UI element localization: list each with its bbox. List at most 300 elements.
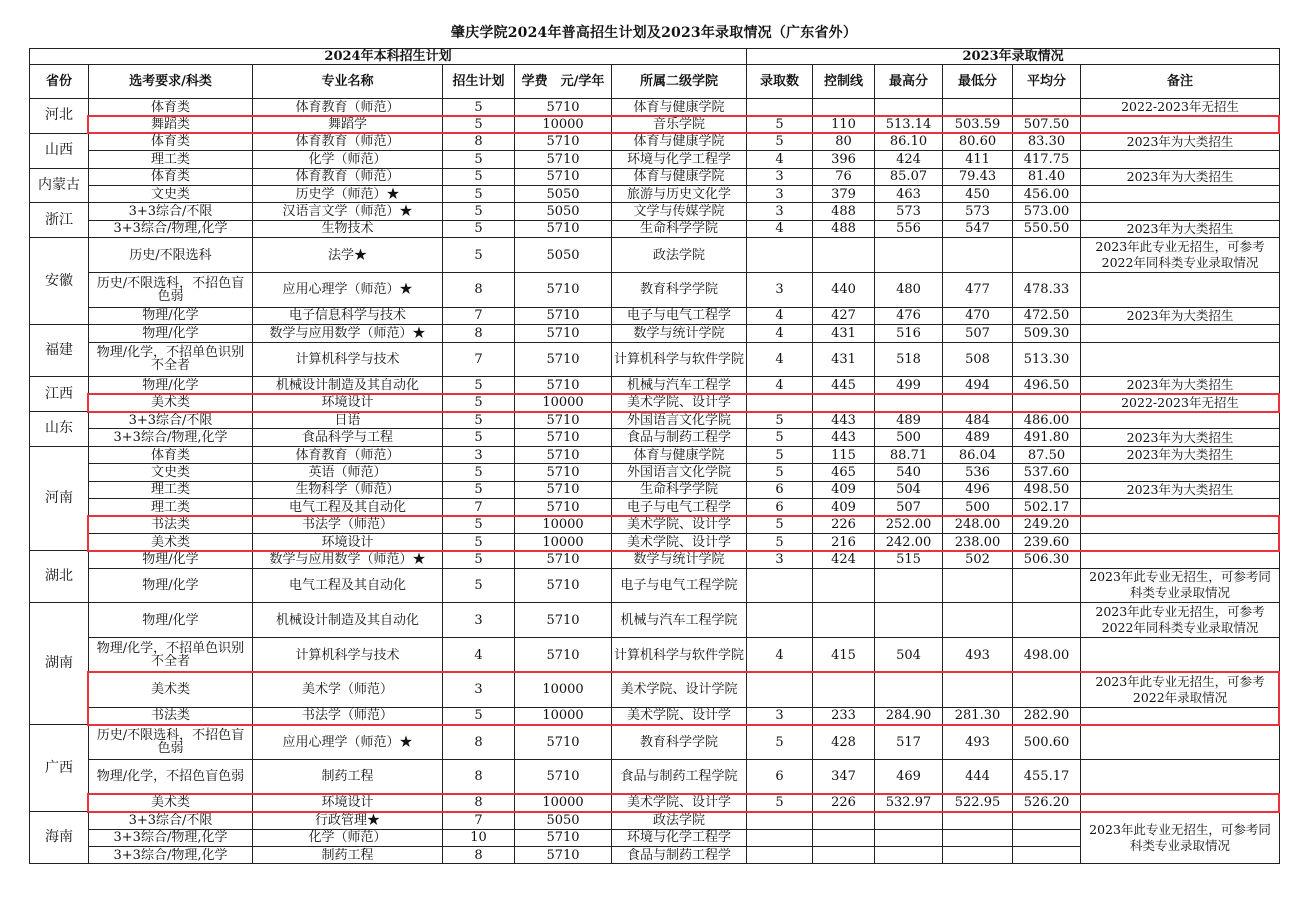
cell-avg-score [1013,99,1081,116]
cell-plan: 5 [443,185,515,202]
cell-plan: 5 [443,168,515,185]
table-row [30,499,1280,516]
cell-control-line: 115 [813,446,875,463]
cell-min-score: 507 [943,325,1013,342]
cell-max-score: 515 [875,551,943,568]
cell-avg-score [1013,603,1081,638]
cell-note [1081,325,1280,342]
cell-subject: 物理/化学 [89,551,253,568]
cell-province: 山东 [30,412,89,447]
table-row [30,759,1280,794]
cell-plan: 5 [443,99,515,116]
cell-min-score: 238.00 [943,533,1013,550]
cell-note [1081,499,1280,516]
cell-admitted: 6 [747,499,813,516]
cell-min-score: 484 [943,412,1013,429]
cell-fee: 5710 [515,464,612,481]
cell-min-score: 508 [943,342,1013,377]
cell-college: 电子与电气工程学 [612,499,747,516]
cell-max-score: 507 [875,499,943,516]
cell-plan: 5 [443,394,515,411]
cell-avg-score: 573.00 [1013,203,1081,220]
cell-max-score: 499 [875,377,943,394]
cell-max-score: 85.07 [875,168,943,185]
cell-college: 美术学院、设计学 [612,794,747,811]
cell-min-score: 494 [943,377,1013,394]
cell-min-score: 248.00 [943,516,1013,533]
cell-major: 生物技术 [253,220,443,237]
col-header-plan: 招生计划 [443,65,515,99]
cell-control-line: 428 [813,725,875,760]
cell-admitted [747,603,813,638]
cell-fee: 5710 [515,272,612,307]
table-row [30,516,1280,533]
cell-province: 海南 [30,812,89,864]
cell-note [1081,707,1280,724]
col-header-min-score: 最低分 [943,65,1013,99]
cell-max-score: 518 [875,342,943,377]
table-row [30,307,1280,324]
cell-avg-score: 509.30 [1013,325,1081,342]
cell-control-line: 431 [813,325,875,342]
cell-subject: 3+3综合/物理,化学 [89,829,253,846]
cell-max-score [875,812,943,829]
cell-control-line [813,394,875,411]
cell-major: 食品科学与工程 [253,429,443,446]
cell-min-score: 573 [943,203,1013,220]
cell-admitted: 4 [747,342,813,377]
cell-major: 书法学（师范） [253,516,443,533]
col-header-fee: 学费 元/学年 [515,65,612,99]
cell-note: 2023年此专业无招生，可参考2022年同科类专业录取情况 [1081,238,1280,273]
cell-subject: 美术类 [89,794,253,811]
cell-major: 舞蹈学 [253,116,443,133]
cell-avg-score: 550.50 [1013,220,1081,237]
cell-major: 数学与应用数学（师范）★ [253,551,443,568]
cell-min-score [943,603,1013,638]
cell-fee: 10000 [515,707,612,724]
cell-note [1081,794,1280,811]
cell-fee: 5710 [515,603,612,638]
cell-fee: 5710 [515,499,612,516]
cell-province: 浙江 [30,203,89,238]
cell-fee: 5710 [515,429,612,446]
cell-plan: 5 [443,481,515,498]
cell-major: 计算机科学与技术 [253,638,443,673]
cell-min-score [943,812,1013,829]
cell-college: 生命科学学院 [612,481,747,498]
cell-min-score: 496 [943,481,1013,498]
cell-avg-score: 472.50 [1013,307,1081,324]
table-row [30,272,1280,307]
cell-college: 美术学院、设计学 [612,707,747,724]
cell-control-line [813,672,875,707]
cell-max-score: 513.14 [875,116,943,133]
table-row [30,99,1280,116]
cell-min-score [943,672,1013,707]
table-row [30,394,1280,411]
cell-max-score: 504 [875,638,943,673]
cell-note [1081,464,1280,481]
cell-subject: 舞蹈类 [89,116,253,133]
cell-province: 湖北 [30,551,89,603]
cell-plan: 8 [443,794,515,811]
cell-control-line: 415 [813,638,875,673]
cell-note [1081,151,1280,168]
cell-fee: 10000 [515,394,612,411]
table-row [30,429,1280,446]
table-body [30,99,1280,864]
cell-plan: 5 [443,533,515,550]
cell-avg-score [1013,812,1081,829]
cell-major: 历史学（师范）★ [253,185,443,202]
cell-subject: 物理/化学 [89,377,253,394]
cell-college: 食品与制药工程学 [612,429,747,446]
table-row [30,203,1280,220]
cell-fee: 5710 [515,829,612,846]
cell-major: 体育教育（师范） [253,168,443,185]
table-row [30,725,1280,760]
cell-admitted: 3 [747,203,813,220]
cell-avg-score: 500.60 [1013,725,1081,760]
cell-plan: 4 [443,638,515,673]
cell-plan: 5 [443,429,515,446]
cell-max-score: 252.00 [875,516,943,533]
cell-control-line: 409 [813,481,875,498]
cell-control-line [813,812,875,829]
cell-admitted: 3 [747,185,813,202]
cell-college: 外国语言文化学院 [612,464,747,481]
cell-plan: 5 [443,551,515,568]
table-row [30,412,1280,429]
cell-subject: 理工类 [89,481,253,498]
cell-college: 音乐学院 [612,116,747,133]
cell-fee: 5710 [515,307,612,324]
col-header-major: 专业名称 [253,65,443,99]
col-header-subject: 选考要求/科类 [89,65,253,99]
cell-major: 电气工程及其自动化 [253,568,443,603]
cell-admitted: 6 [747,759,813,794]
cell-fee: 10000 [515,533,612,550]
table-row [30,533,1280,550]
cell-min-score [943,846,1013,863]
cell-avg-score [1013,568,1081,603]
cell-subject: 体育类 [89,99,253,116]
cell-max-score: 88.71 [875,446,943,463]
cell-admitted: 4 [747,220,813,237]
cell-avg-score [1013,672,1081,707]
cell-min-score: 522.95 [943,794,1013,811]
cell-college: 数学与统计学院 [612,325,747,342]
cell-avg-score: 486.00 [1013,412,1081,429]
table-row [30,342,1280,377]
cell-control-line: 233 [813,707,875,724]
cell-major: 化学（师范） [253,151,443,168]
cell-min-score: 493 [943,725,1013,760]
cell-college: 外国语言文化学院 [612,412,747,429]
cell-college: 体育与健康学院 [612,99,747,116]
cell-control-line: 445 [813,377,875,394]
cell-fee: 5710 [515,99,612,116]
cell-avg-score: 456.00 [1013,185,1081,202]
cell-note [1081,203,1280,220]
col-header-avg-score: 平均分 [1013,65,1081,99]
cell-min-score: 493 [943,638,1013,673]
cell-plan: 5 [443,516,515,533]
cell-plan: 5 [443,464,515,481]
cell-fee: 5050 [515,185,612,202]
cell-min-score [943,829,1013,846]
cell-major: 电子信息科学与技术 [253,307,443,324]
cell-subject: 物理/化学 [89,307,253,324]
cell-min-score: 411 [943,151,1013,168]
cell-control-line: 488 [813,220,875,237]
cell-note [1081,116,1280,133]
cell-subject: 物理/化学，不招单色识别不全者 [89,342,253,377]
cell-college: 数学与统计学院 [612,551,747,568]
cell-note: 2023年此专业无招生，可参考2022年同科类专业录取情况 [1081,603,1280,638]
cell-major: 生物科学（师范） [253,481,443,498]
table-row [30,168,1280,185]
cell-plan: 10 [443,829,515,846]
cell-plan: 8 [443,846,515,863]
cell-major: 化学（师范） [253,829,443,846]
cell-note [1081,533,1280,550]
cell-college: 生命科学学院 [612,220,747,237]
table-row [30,551,1280,568]
cell-avg-score: 537.60 [1013,464,1081,481]
cell-subject: 3+3综合/不限 [89,203,253,220]
cell-min-score: 477 [943,272,1013,307]
cell-avg-score [1013,394,1081,411]
cell-min-score: 500 [943,499,1013,516]
cell-college: 食品与制药工程学 [612,846,747,863]
cell-min-score: 86.04 [943,446,1013,463]
table-row [30,116,1280,133]
cell-min-score [943,394,1013,411]
cell-avg-score: 502.17 [1013,499,1081,516]
cell-major: 机械设计制造及其自动化 [253,377,443,394]
cell-province: 湖南 [30,603,89,725]
cell-subject: 体育类 [89,168,253,185]
cell-fee: 10000 [515,516,612,533]
cell-major: 体育教育（师范） [253,99,443,116]
cell-fee: 10000 [515,116,612,133]
cell-major: 制药工程 [253,846,443,863]
cell-control-line: 443 [813,412,875,429]
cell-min-score: 536 [943,464,1013,481]
cell-max-score [875,99,943,116]
cell-fee: 5710 [515,446,612,463]
cell-note: 2023年为大类招生 [1081,133,1280,150]
cell-control-line: 226 [813,794,875,811]
cell-max-score: 573 [875,203,943,220]
cell-college: 环境与化学工程学 [612,151,747,168]
cell-province: 广西 [30,725,89,812]
cell-control-line: 76 [813,168,875,185]
cell-fee: 5710 [515,481,612,498]
cell-note: 2023年为大类招生 [1081,429,1280,446]
cell-major: 环境设计 [253,394,443,411]
cell-admitted [747,672,813,707]
cell-max-score: 242.00 [875,533,943,550]
cell-fee: 5710 [515,412,612,429]
cell-fee: 5710 [515,133,612,150]
cell-control-line [813,846,875,863]
cell-subject: 物理/化学 [89,568,253,603]
cell-admitted: 4 [747,325,813,342]
cell-plan: 7 [443,307,515,324]
cell-max-score [875,829,943,846]
cell-avg-score: 417.75 [1013,151,1081,168]
table-row [30,481,1280,498]
cell-note: 2023年为大类招生 [1081,446,1280,463]
section-2024-header: 2024年本科招生计划 [30,49,747,65]
cell-plan: 5 [443,377,515,394]
cell-avg-score: 87.50 [1013,446,1081,463]
table-row [30,185,1280,202]
cell-control-line: 379 [813,185,875,202]
cell-major: 体育教育（师范） [253,446,443,463]
cell-note: 2022-2023年无招生 [1081,394,1280,411]
cell-subject: 3+3综合/不限 [89,812,253,829]
cell-subject: 物理/化学，不招单色识别不全者 [89,638,253,673]
cell-control-line: 226 [813,516,875,533]
cell-college: 计算机科学与软件学院 [612,638,747,673]
cell-plan: 7 [443,342,515,377]
cell-major: 应用心理学（师范）★ [253,725,443,760]
cell-max-score: 504 [875,481,943,498]
table-row [30,238,1280,273]
cell-subject: 美术类 [89,394,253,411]
cell-subject: 物理/化学 [89,603,253,638]
cell-admitted [747,846,813,863]
cell-admitted: 4 [747,638,813,673]
cell-avg-score: 498.00 [1013,638,1081,673]
cell-fee: 5710 [515,342,612,377]
table-row [30,638,1280,673]
table-row [30,603,1280,638]
cell-fee: 10000 [515,794,612,811]
cell-max-score [875,394,943,411]
cell-college: 教育科学学院 [612,725,747,760]
cell-control-line: 80 [813,133,875,150]
cell-subject: 物理/化学，不招色盲色弱 [89,759,253,794]
cell-plan: 8 [443,133,515,150]
cell-subject: 文史类 [89,185,253,202]
cell-major: 计算机科学与技术 [253,342,443,377]
cell-subject: 历史/不限选科，不招色盲色弱 [89,725,253,760]
cell-max-score: 86.10 [875,133,943,150]
cell-note [1081,185,1280,202]
cell-college: 电子与电气工程学 [612,307,747,324]
cell-college: 体育与健康学院 [612,168,747,185]
cell-max-score [875,603,943,638]
cell-major: 日语 [253,412,443,429]
cell-note: 2023年为大类招生 [1081,481,1280,498]
cell-control-line: 216 [813,533,875,550]
col-header-control-line: 控制线 [813,65,875,99]
admissions-table-wrapper [29,48,1279,864]
cell-admitted [747,568,813,603]
cell-province: 河北 [30,99,89,134]
cell-note: 2023年为大类招生 [1081,307,1280,324]
cell-college: 环境与化学工程学 [612,829,747,846]
cell-subject: 体育类 [89,133,253,150]
cell-max-score: 463 [875,185,943,202]
cell-plan: 5 [443,203,515,220]
cell-college: 食品与制药工程学院 [612,759,747,794]
cell-note [1081,551,1280,568]
cell-max-score: 489 [875,412,943,429]
cell-avg-score: 239.60 [1013,533,1081,550]
cell-fee: 10000 [515,672,612,707]
cell-subject: 3+3综合/物理,化学 [89,220,253,237]
cell-control-line: 427 [813,307,875,324]
cell-plan: 5 [443,707,515,724]
cell-subject: 历史/不限选科 [89,238,253,273]
cell-avg-score: 496.50 [1013,377,1081,394]
cell-subject: 3+3综合/物理,化学 [89,846,253,863]
cell-college: 美术学院、设计学 [612,394,747,411]
cell-admitted: 5 [747,464,813,481]
cell-admitted: 6 [747,481,813,498]
cell-fee: 5710 [515,725,612,760]
cell-max-score: 516 [875,325,943,342]
cell-avg-score: 491.80 [1013,429,1081,446]
cell-plan: 5 [443,412,515,429]
cell-control-line: 409 [813,499,875,516]
page-title: 肇庆学院2024年普高招生计划及2023年录取情况（广东省外） [450,25,858,41]
cell-fee: 5710 [515,168,612,185]
cell-college: 电子与电气工程学院 [612,568,747,603]
cell-avg-score: 498.50 [1013,481,1081,498]
cell-plan: 3 [443,672,515,707]
cell-college: 机械与汽车工程学 [612,377,747,394]
cell-plan: 5 [443,568,515,603]
cell-admitted [747,99,813,116]
cell-control-line: 396 [813,151,875,168]
table-row [30,133,1280,150]
cell-admitted: 5 [747,412,813,429]
cell-admitted: 3 [747,168,813,185]
cell-avg-score: 249.20 [1013,516,1081,533]
cell-avg-score [1013,829,1081,846]
cell-province: 内蒙古 [30,168,89,203]
cell-plan: 7 [443,812,515,829]
cell-admitted: 5 [747,533,813,550]
cell-major: 环境设计 [253,794,443,811]
cell-note: 2023年为大类招生 [1081,220,1280,237]
cell-min-score: 470 [943,307,1013,324]
cell-college: 美术学院、设计学 [612,533,747,550]
cell-major: 数学与应用数学（师范）★ [253,325,443,342]
cell-major: 环境设计 [253,533,443,550]
admissions-table [29,48,1280,864]
cell-note: 2022-2023年无招生 [1081,99,1280,116]
cell-plan: 5 [443,151,515,168]
cell-max-score: 469 [875,759,943,794]
cell-subject: 3+3综合/物理,化学 [89,429,253,446]
col-header-province: 省份 [30,65,89,99]
cell-province: 山西 [30,133,89,168]
cell-plan: 5 [443,116,515,133]
cell-control-line: 488 [813,203,875,220]
table-row [30,568,1280,603]
cell-max-score: 480 [875,272,943,307]
cell-note [1081,272,1280,307]
cell-control-line: 424 [813,551,875,568]
